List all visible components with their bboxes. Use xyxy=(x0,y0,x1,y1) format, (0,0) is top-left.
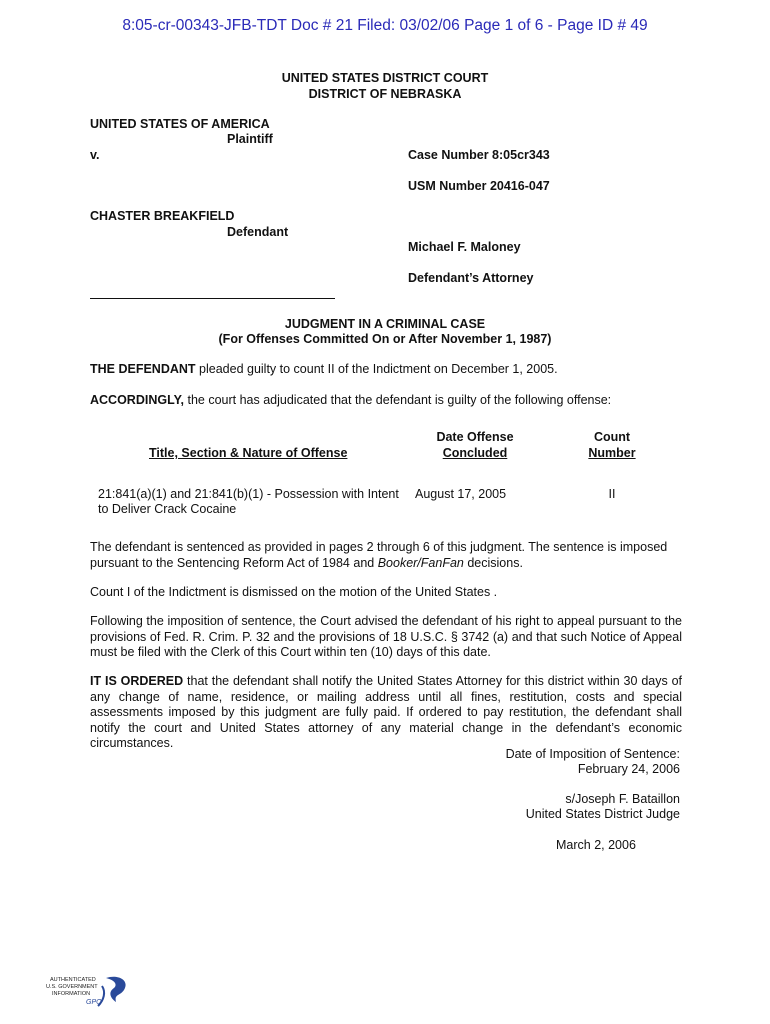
imposition-label: Date of Imposition of Sentence: xyxy=(505,747,680,761)
case-number: Case Number 8:05cr343 xyxy=(408,148,550,162)
judgment-subtitle: (For Offenses Committed On or After November 1, 1987) xyxy=(218,332,552,346)
defendant-role: Defendant xyxy=(227,225,289,239)
imposition-date: February 24, 2006 xyxy=(577,762,680,776)
plea-statement xyxy=(90,362,558,378)
judge-signature: s/Joseph F. Bataillon xyxy=(565,792,680,806)
offense-date: August 17, 2005 xyxy=(415,487,507,501)
caption-divider xyxy=(90,298,335,299)
logo-gpo-mark: GPO xyxy=(86,999,102,1006)
gpo-authentication-logo xyxy=(44,972,134,1012)
order-paragraph xyxy=(90,674,682,752)
signed-date: March 2, 2006 xyxy=(556,838,636,852)
sentence-line2-post: decisions. xyxy=(463,555,523,570)
order-text: that the defendant shall notify the United States Attorney for this district within 30 days of any change of name, residence, or mailing address until all fines, restitution, costs and special assessments imposed by this judgment are fully paid. If ordered to pay restitution, the defendant shall notify the court and United States attorney of any material change in the defendant’s economic circumstances. xyxy=(90,674,683,750)
plea-lead: THE DEFENDANT xyxy=(90,362,196,376)
adjudication-statement xyxy=(90,393,611,409)
document-header-stamp: 8:05-cr-00343-JFB-TDT Doc # 21 Filed: 03/02/06 Page 1 of 6 - Page ID # 49 xyxy=(122,17,648,34)
usm-number: USM Number 20416-047 xyxy=(408,179,550,193)
versus-label: v. xyxy=(90,148,100,162)
offense-title-line1: 21:841(a)(1) and 21:841(b)(1) - Possession with Intent xyxy=(98,487,399,501)
logo-text-line3: INFORMATION xyxy=(52,991,91,997)
sentence-line2 xyxy=(90,556,682,572)
dismissal-statement: Count I of the Indictment is dismissed on the motion of the United States . xyxy=(90,585,498,599)
adjudication-lead: ACCORDINGLY, xyxy=(90,393,184,407)
sentence-line2-pre: pursuant to the Sentencing Reform Act of 1984 and xyxy=(90,555,378,570)
gpo-eagle-icon xyxy=(44,972,134,1012)
judgment-title: JUDGMENT IN A CRIMINAL CASE xyxy=(284,317,486,331)
sentence-line2-italic: Booker/FanFan xyxy=(377,555,464,570)
plaintiff-name: UNITED STATES OF AMERICA xyxy=(90,117,270,131)
col-count-header-2: Number xyxy=(588,446,636,460)
offense-count: II xyxy=(608,487,616,501)
attorney-name: Michael F. Maloney xyxy=(408,240,521,254)
col-date-header-1: Date Offense xyxy=(436,430,514,444)
col-date-header-2: Concluded xyxy=(442,446,508,460)
appeal-paragraph: Following the imposition of sentence, the Court advised the defendant of his right to appeal pursuant to the provisions of Fed. R. Crim. P. 32 and the provisions of 18 U.S.C. § 3742 (a) and that such Notice of Appeal must be filed with the Clerk of this Court within ten (10) days of this date. xyxy=(90,614,682,659)
order-lead: IT IS ORDERED xyxy=(90,674,184,688)
adjudication-text: the court has adjudicated that the defendant is guilty of the following offense: xyxy=(184,393,612,407)
court-name: UNITED STATES DISTRICT COURT xyxy=(281,71,489,85)
logo-text-line1: AUTHENTICATED xyxy=(50,977,96,983)
plea-text: pleaded guilty to count II of the Indictment on December 1, 2005. xyxy=(195,362,558,376)
defendant-name: CHASTER BREAKFIELD xyxy=(90,209,235,223)
col-title-header: Title, Section & Nature of Offense xyxy=(149,446,348,460)
sentence-line1: The defendant is sentenced as provided in pages 2 through 6 of this judgment. The sentence is imposed xyxy=(90,540,668,554)
attorney-role: Defendant’s Attorney xyxy=(408,271,534,285)
logo-text-line2: U.S. GOVERNMENT xyxy=(46,984,98,990)
court-district: DISTRICT OF NEBRASKA xyxy=(308,87,462,101)
plaintiff-role: Plaintiff xyxy=(227,132,273,146)
offense-title-line2: to Deliver Crack Cocaine xyxy=(98,502,237,516)
judge-title: United States District Judge xyxy=(525,807,680,821)
col-count-header-1: Count xyxy=(593,430,631,444)
sentence-paragraph xyxy=(90,540,682,571)
